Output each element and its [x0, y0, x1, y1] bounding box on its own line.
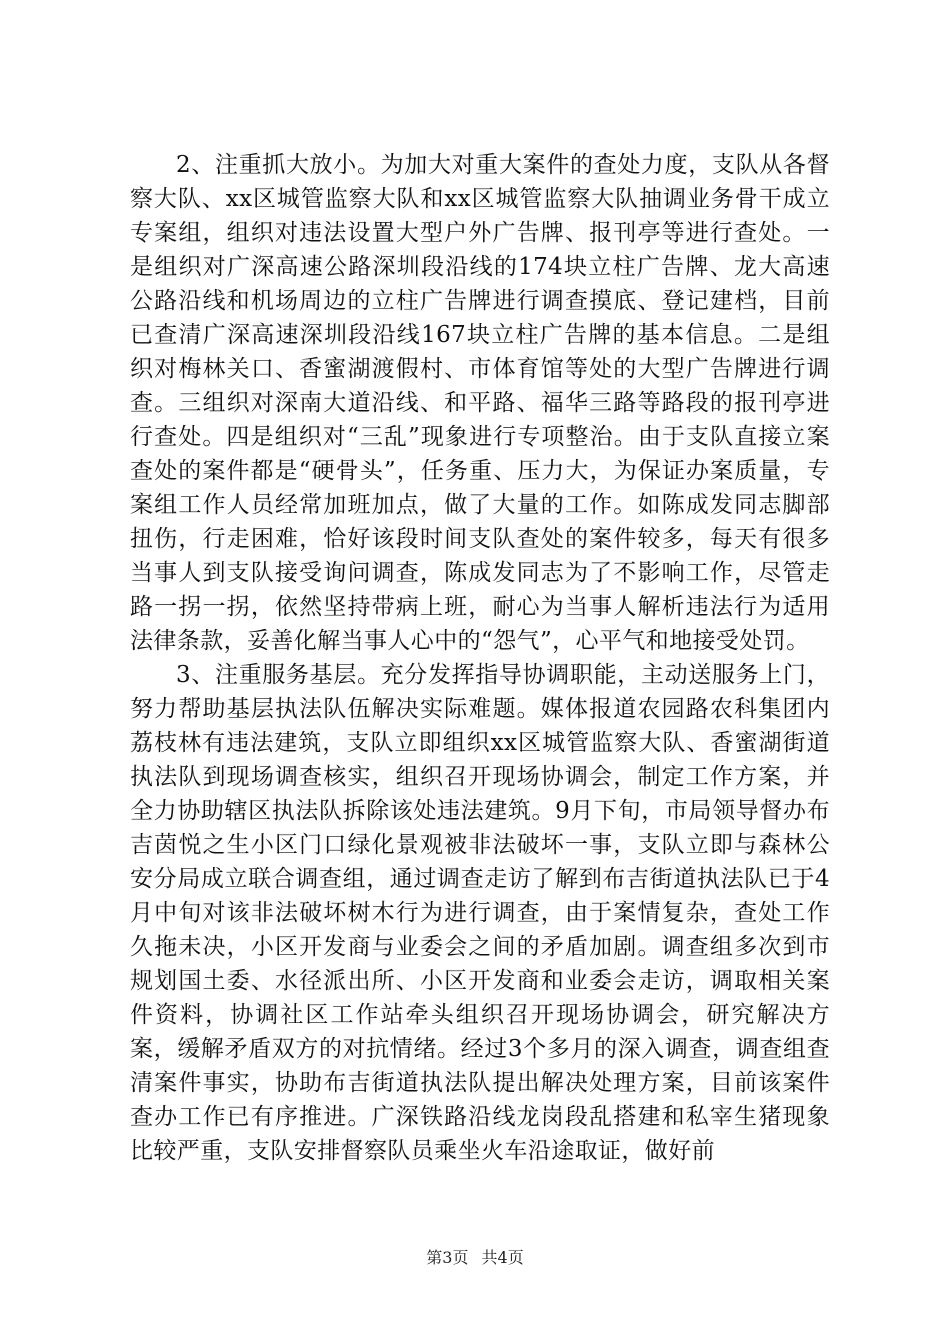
- page-footer: [0, 1245, 950, 1268]
- paragraph-3: 3、注重服务基层。充分发挥指导协调职能，主动送服务上门，努力帮助基层执法队伍解决实际难题。媒体报道农园路农科集团内荔枝林有违法建筑，支队立即组织xx区城管监察大队、香蜜湖街道执法队到现场调查核实，组织召开现场协调会，制定工作方案，并全力协助辖区执法队拆除该处违法建筑。9月下旬，市局领导督办布吉茵悦之生小区门口绿化景观被非法破坏一事，支队立即与森林公安分局成立联合调查组，通过调查走访了解到布吉街道执法队已于4月中旬对该非法破坏树木行为进行调查，由于案情复杂，查处工作久拖未决，小区开发商与业委会之间的矛盾加剧。调查组多次到市规划国土委、水径派出所、小区开发商和业委会走访，调取相关案件资料，协调社区工作站牵头组织召开现场协调会，研究解决方案，缓解矛盾双方的对抗情绪。经过3个多月的深入调查，调查组查清案件事实，协助布吉街道执法队提出解决处理方案，目前该案件查办工作已有序推进。广深铁路沿线龙岗段乱搭建和私宰生猪现象比较严重，支队安排督察队员乘坐火车沿途取证，做好前: [130, 662, 830, 1164]
- page-total: 共4页: [481, 1248, 524, 1267]
- document-body: [130, 148, 830, 1168]
- paragraph-2: 2、注重抓大放小。为加大对重大案件的查处力度，支队从各督察大队、xx区城管监察大队和xx区城管监察大队抽调业务骨干成立专案组，组织对违法设置大型户外广告牌、报刊亭等进行查处。一是组织对广深高速公路深圳段沿线的174块立柱广告牌、龙大高速公路沿线和机场周边的立柱广告牌进行调查摸底、登记建档，目前已查清广深高速深圳段沿线167块立柱广告牌的基本信息。二是组织对梅林关口、香蜜湖渡假村、市体育馆等处的大型广告牌进行调查。三组织对深南大道沿线、和平路、福华三路等路段的报刊亭进行查处。四是组织对“三乱”现象进行专项整治。由于支队直接立案查处的案件都是“硬骨头”，任务重、压力大，为保证办案质量，专案组工作人员经常加班加点，做了大量的工作。如陈成发同志脚部扭伤，行走困难，恰好该段时间支队查处的案件较多，每天有很多当事人到支队接受询问调查，陈成发同志为了不影响工作，尽管走路一拐一拐，依然坚持带病上班，耐心为当事人解析违法行为适用法律条款，妥善化解当事人心中的“怨气”，心平气和地接受处罚。: [130, 152, 830, 654]
- page-number: 第3页: [426, 1248, 469, 1267]
